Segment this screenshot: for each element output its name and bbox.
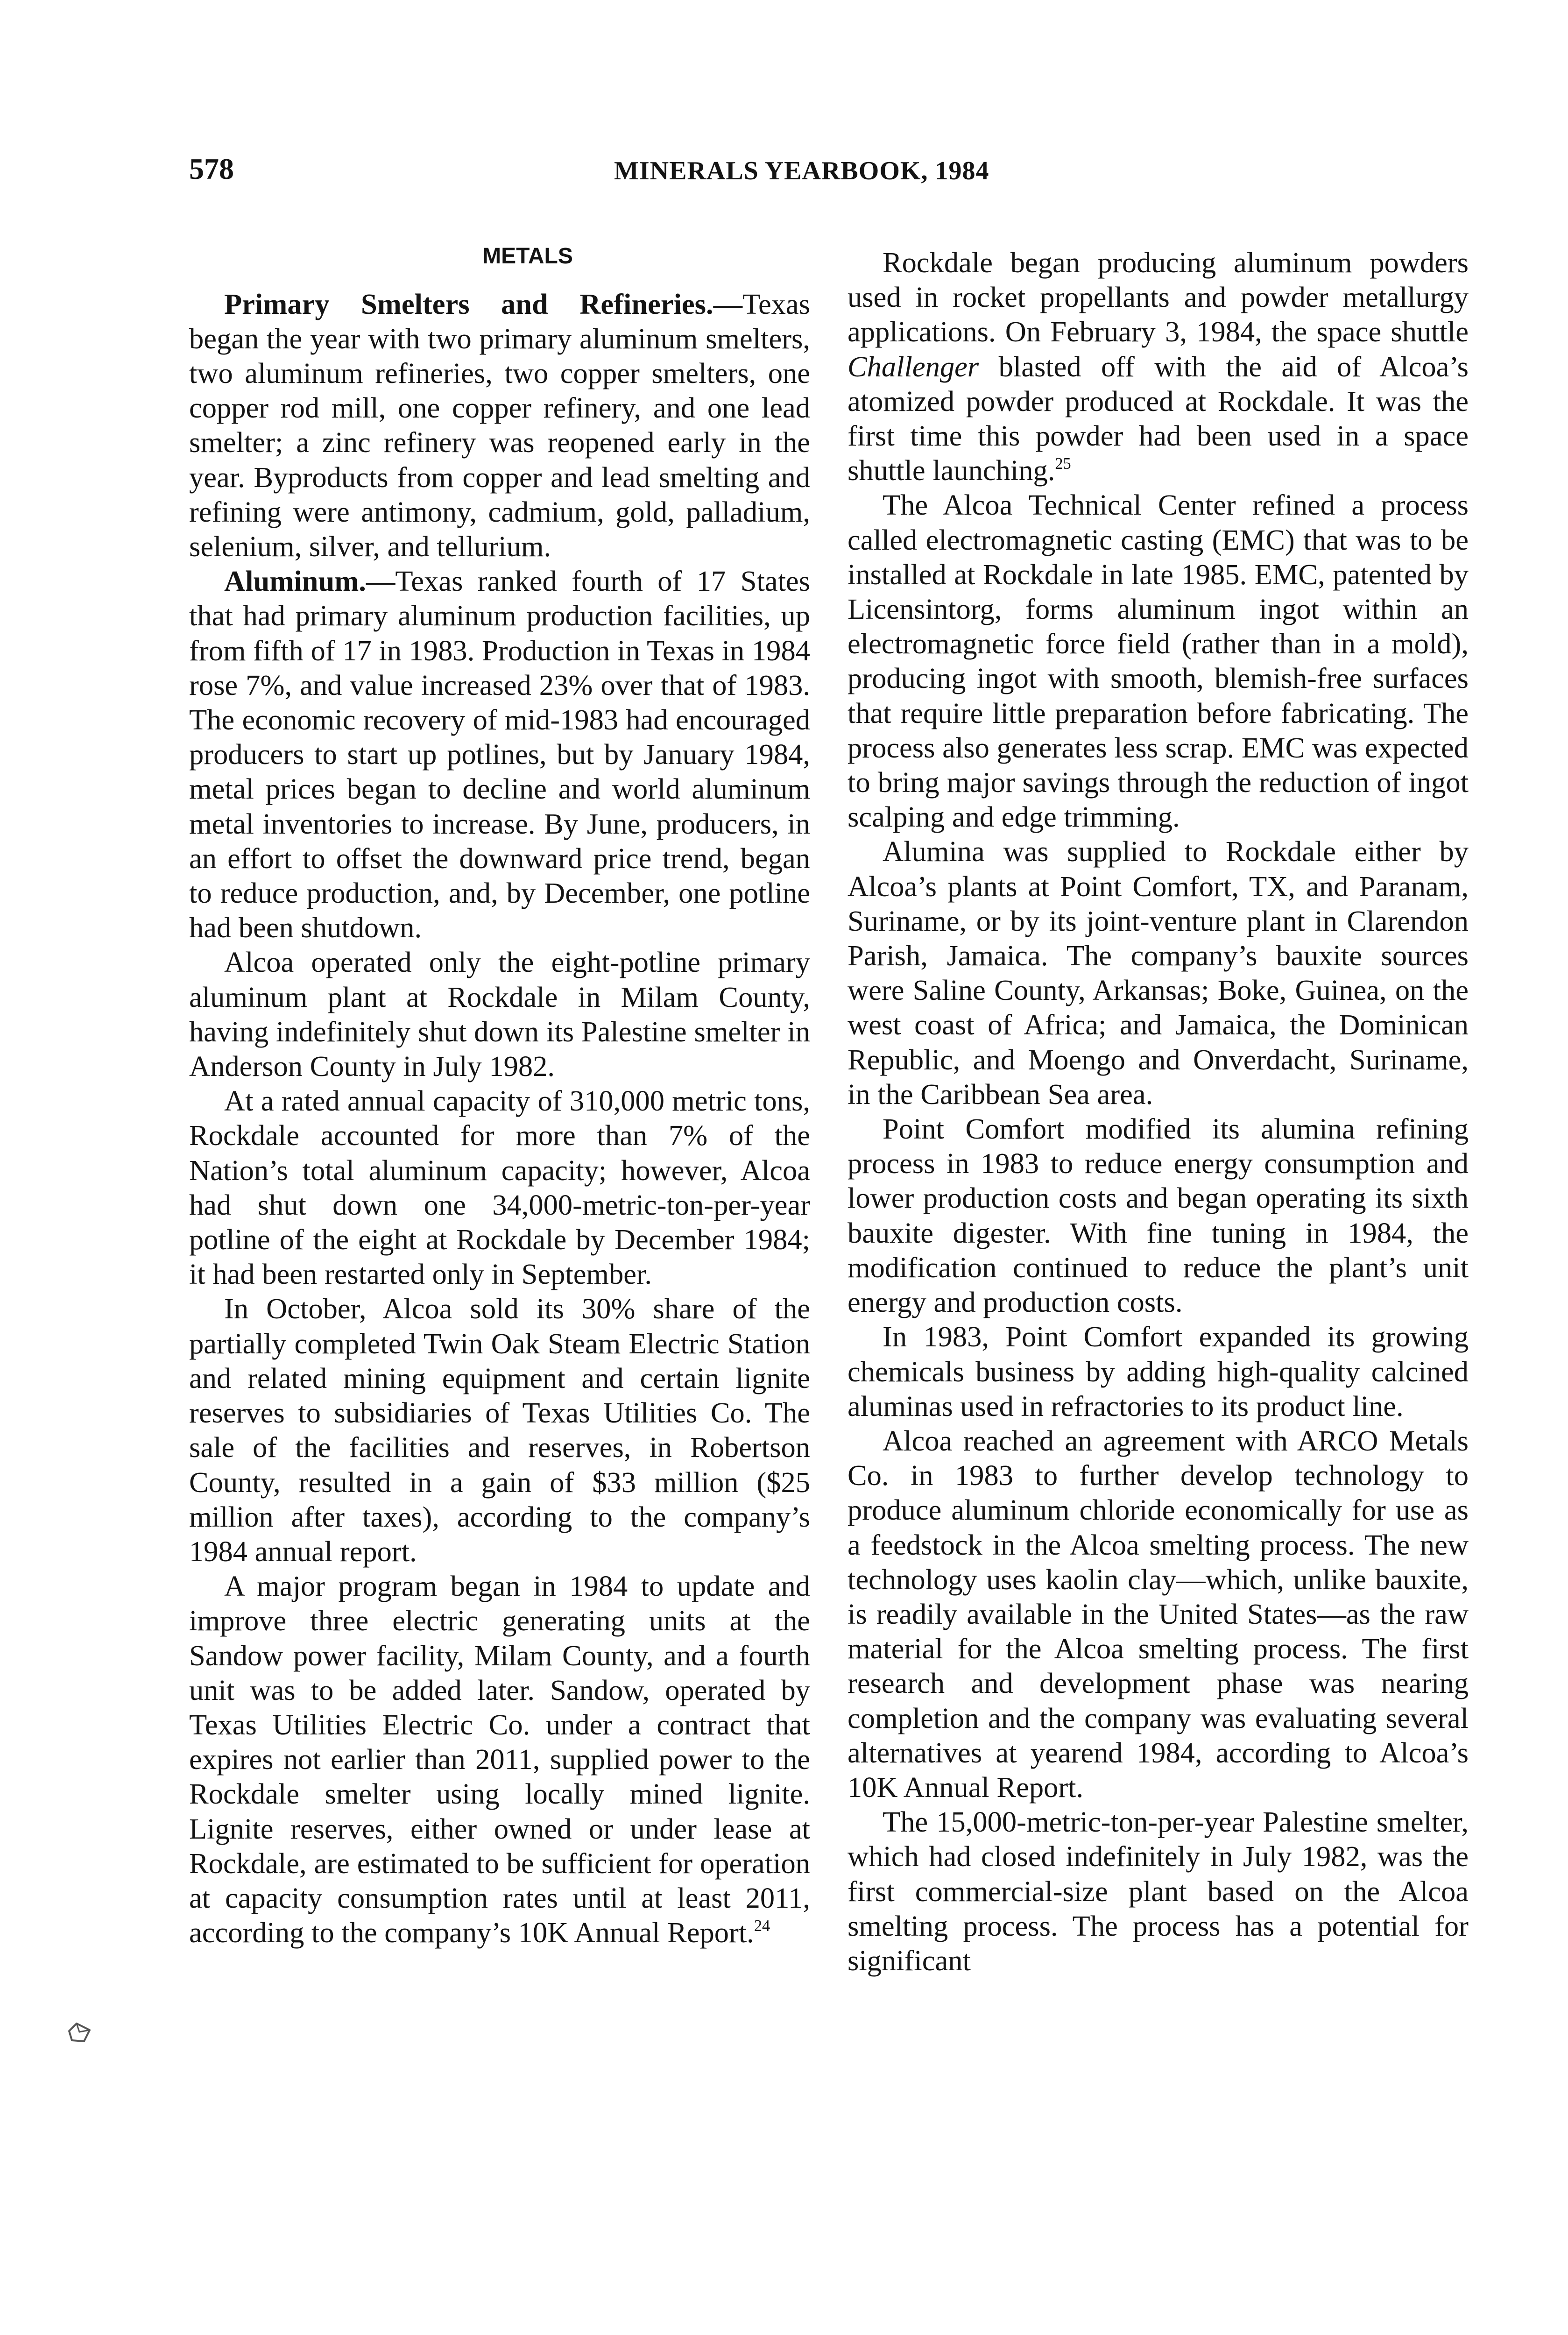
- paragraph-text: Texas ranked fourth of 17 States that had primary aluminum production facilities, up from fifth of 17 in 1983. Production in Texas in 1984 rose 7%, and value increased 23% over that of 1983. The economic recovery of mid-1983 had encouraged producers to start up potlines, but by January 1984, metal prices began to decline and world aluminum metal inventories to increase. By June, producers, in an effort to offset the downward price trend, began to reduce production, and, by December, one potline had been shutdown.: [189, 565, 810, 944]
- shuttle-name: Challenger: [848, 350, 979, 383]
- paragraph-text: blasted off with the aid of Alcoa’s atomized powder produced at Rockdale. It was the first time this powder had been used in a space shuttle launching.: [848, 350, 1469, 487]
- paragraph-point-comfort-refining: Point Comfort modified its alumina refining process in 1983 to reduce energy consumption and lower production costs and began operating its sixth bauxite digester. With fine tuning in 1984, the modification continued to reduce the plant’s unit energy and production costs.: [848, 1112, 1469, 1319]
- section-heading: METALS: [482, 244, 573, 269]
- footnote-ref: 25: [1055, 455, 1071, 473]
- page-number: 578: [189, 152, 234, 185]
- run-in-heading-primary-smelters: Primary Smelters and Refineries.—: [224, 287, 743, 320]
- paragraph-aluminum-powders: [848, 245, 1469, 488]
- paragraph-chemicals-business: In 1983, Point Comfort expanded its growing chemicals business by adding high-quality calcined aluminas used in refractories to its product line.: [848, 1320, 1469, 1422]
- paragraph-alumina-supply: Alumina was supplied to Rockdale either by Alcoa’s plants at Point Comfort, TX, and Paranam, Suriname, or by its joint-venture plant in Clarendon Parish, Jamaica. The company’s bauxite sources were Saline County, Arkansas; Boke, Guinea, on the west coast of Africa; and Jamaica, the Dominican Republic, and Moengo and Onverdacht, Suriname, in the Caribbean Sea area.: [848, 835, 1469, 1111]
- margin-mark-icon: [65, 2020, 93, 2044]
- paragraph-twin-oak-sale: In October, Alcoa sold its 30% share of the partially completed Twin Oak Steam Electric Station and related mining equipment and certain lignite reserves to subsidiaries of Texas Utilities Co. The sale of the facilities and reserves, in Robertson County, resulted in a gain of $33 million ($25 million after taxes), according to the company’s 1984 annual report.: [189, 1292, 810, 1568]
- paragraph-text: Texas began the year with two primary aluminum smelters, two aluminum refineries, two copper smelters, one copper rod mill, one copper refinery, and one lead smelter; a zinc refinery was reopened early in the year. Byproducts from copper and lead smelting and refining were antimony, cadmium, gold, palladium, selenium, silver, and tellurium.: [189, 287, 810, 563]
- paragraph-rockdale-plant: Alcoa operated only the eight-potline primary aluminum plant at Rockdale in Milam County, having indefinitely shut down its Palestine smelter in Anderson County in July 1982.: [189, 946, 810, 1083]
- run-in-heading-aluminum: Aluminum.—: [224, 565, 396, 598]
- paragraph-rated-capacity: At a rated annual capacity of 310,000 metric tons, Rockdale accounted for more than 7% of the Nation’s total aluminum capacity; however, Alcoa had shut down one 34,000-metric-ton-per-year potline of the eight at Rockdale by December 1984; it had been restarted only in September.: [189, 1084, 810, 1291]
- paragraph-text: Rockdale began producing aluminum powders used in rocket propellants and powder metallurgy applications. On February 3, 1984, the space shuttle: [848, 246, 1469, 348]
- paragraph-arco-agreement: Alcoa reached an agreement with ARCO Metals Co. in 1983 to further develop technology to produce aluminum chloride economically for use as a feedstock in the Alcoa smelting process. The new technology uses kaolin clay—which, unlike bauxite, is readily available in the United States—as the raw material for the Alcoa smelting process. The first research and development phase was nearing completion and the company was evaluating several alternatives at yearend 1984, according to Alcoa’s 10K Annual Report.: [848, 1424, 1469, 1804]
- right-column: [848, 245, 1469, 1978]
- paragraph-text: A major program began in 1984 to update and improve three electric generating units at the Sandow power facility, Milam County, and a fourth unit was to be added later. Sandow, operated by Texas Utilities Electric Co. under a contract that expires not earlier than 2011, supplied power to the Rockdale smelter using locally mined lignite. Lignite reserves, either owned or under lease at Rockdale, are estimated to be sufficient for operation at capacity consumption rates until at least 2011, according to the company’s 10K Annual Report.: [189, 1570, 810, 1949]
- running-head: MINERALS YEARBOOK, 1984: [614, 156, 989, 185]
- paragraph-aluminum: [189, 564, 810, 945]
- paragraph-palestine-smelter: The 15,000-metric-ton-per-year Palestine smelter, which had closed indefinitely in July 1982, was the first commercial-size plant based on the Alcoa smelting process. The process has a potential for significant: [848, 1805, 1469, 1977]
- footnote-ref: 24: [754, 1917, 770, 1935]
- paragraph-sandow-program: [189, 1569, 810, 1950]
- paragraph-emc-process: The Alcoa Technical Center refined a process called electromagnetic casting (EMC) that was to be installed at Rockdale in late 1985. EMC, patented by Licensintorg, forms aluminum ingot within an electromagnetic force field (rather than in a mold), producing ingot with smooth, blemish-free surfaces that require little preparation before fabricating. The process also generates less scrap. EMC was expected to bring major savings through the reduction of ingot scalping and edge trimming.: [848, 488, 1469, 834]
- left-column: [189, 243, 810, 1950]
- paragraph-primary-smelters: [189, 287, 810, 564]
